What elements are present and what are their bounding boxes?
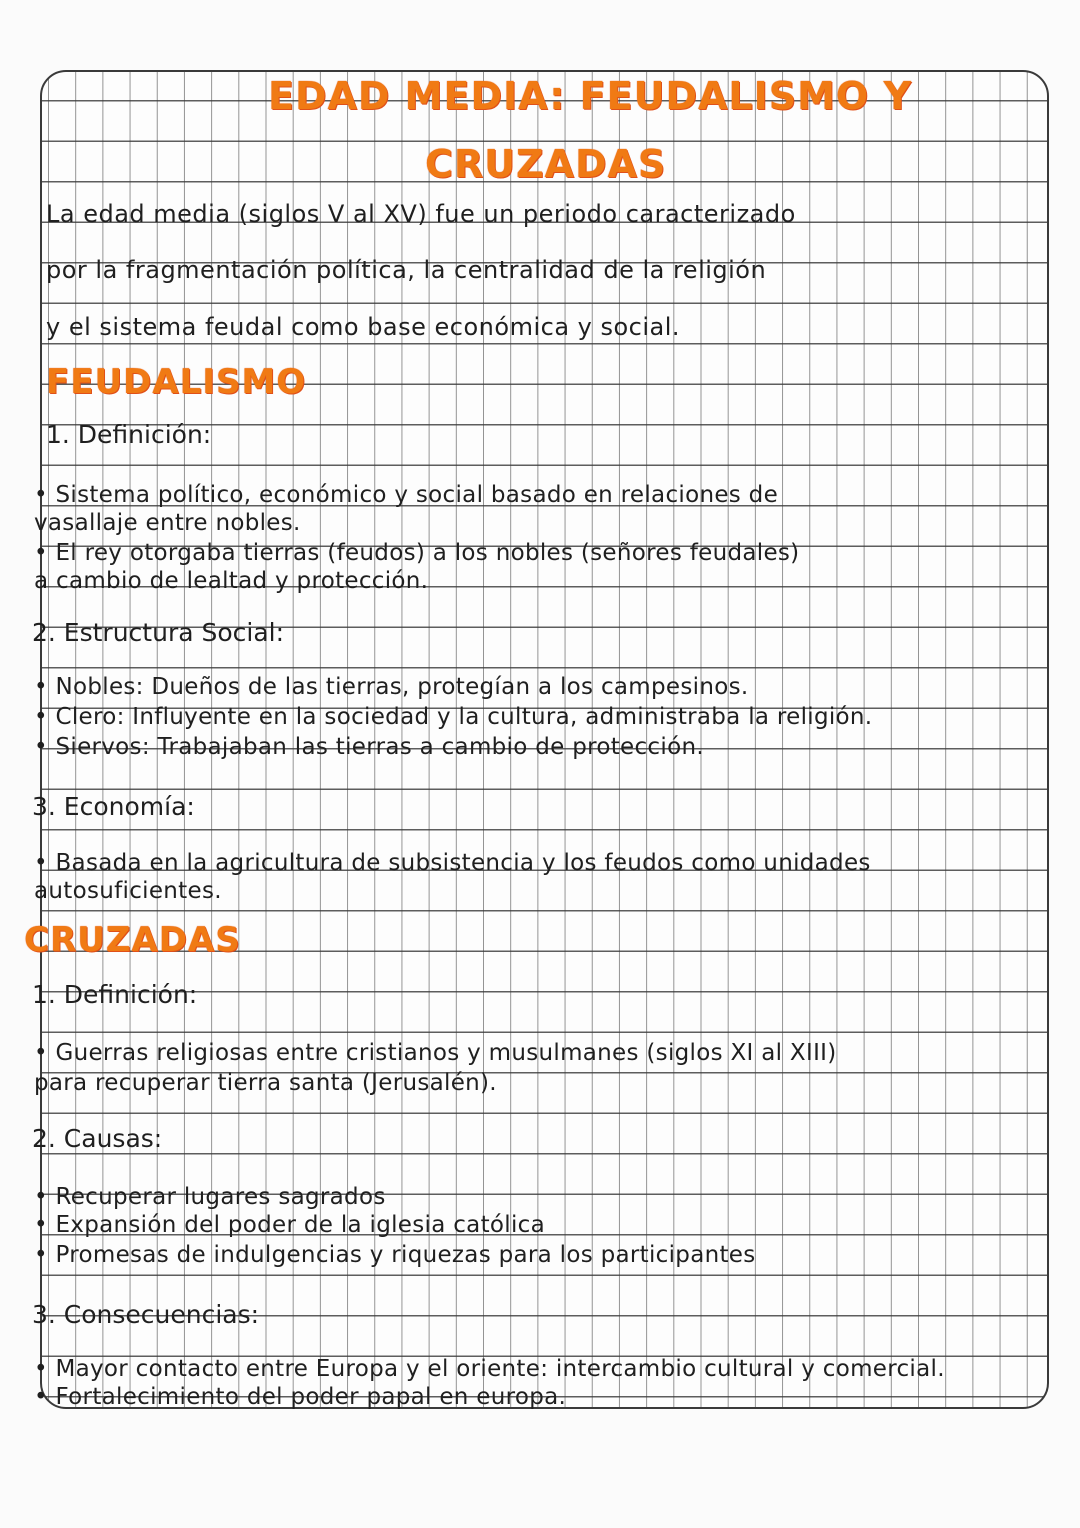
cruzadas-definicion-bullet-1: • Guerras religiosas entre cristianos y musulmanes (siglos XI al XIII) <box>34 1040 837 1066</box>
feudalismo-definicion-bullet-2-cont: a cambio de lealtad y protección. <box>34 568 429 594</box>
cruzadas-causas-label: 2. Causas: <box>32 1124 163 1153</box>
section-heading-cruzadas: CRUZADAS <box>24 920 241 960</box>
intro-line-1: La edad media (siglos V al XV) fue un periodo caracterizado <box>46 200 796 228</box>
feudalismo-economia-label: 3. Economía: <box>32 792 195 821</box>
cruzadas-consecuencias-label: 3. Consecuencias: <box>32 1300 260 1329</box>
feudalismo-definicion-bullet-2: • El rey otorgaba tierras (feudos) a los nobles (señores feudales) <box>34 540 800 566</box>
cruzadas-causas-bullet-2: • Expansión del poder de la iglesia católica <box>34 1212 545 1238</box>
cruzadas-definicion-bullet-1-cont: para recuperar tierra santa (Jerusalén). <box>34 1070 497 1096</box>
section-heading-feudalismo: FEUDALISMO <box>46 362 307 402</box>
page-title-line1: EDAD MEDIA: FEUDALISMO Y <box>268 74 912 118</box>
feudalismo-estructura-label: 2. Estructura Social: <box>32 618 285 647</box>
feudalismo-estructura-bullet-2: • Clero: Influyente en la sociedad y la cultura, administraba la religión. <box>34 704 873 730</box>
feudalismo-estructura-bullet-3: • Siervos: Trabajaban las tierras a cambio de protección. <box>34 734 704 760</box>
cruzadas-consecuencias-bullet-1: • Mayor contacto entre Europa y el oriente: intercambio cultural y comercial. <box>34 1356 945 1382</box>
intro-line-2: por la fragmentación política, la centralidad de la religión <box>46 256 767 284</box>
intro-line-3: y el sistema feudal como base económica y social. <box>46 313 681 341</box>
cruzadas-consecuencias-bullet-2: • Fortalecimiento del poder papal en europa. <box>34 1384 567 1410</box>
feudalismo-definicion-bullet-1: • Sistema político, económico y social basado en relaciones de <box>34 482 779 508</box>
feudalismo-definicion-label: 1. Definición: <box>46 420 212 449</box>
cruzadas-definicion-label: 1. Definición: <box>32 980 198 1009</box>
cruzadas-causas-bullet-1: • Recuperar lugares sagrados <box>34 1184 386 1210</box>
cruzadas-causas-bullet-3: • Promesas de indulgencias y riquezas para los participantes <box>34 1242 756 1268</box>
feudalismo-estructura-bullet-1: • Nobles: Dueños de las tierras, protegían a los campesinos. <box>34 674 749 700</box>
feudalismo-economia-bullet-1: • Basada en la agricultura de subsistencia y los feudos como unidades <box>34 850 871 876</box>
feudalismo-economia-bullet-1-cont: autosuficientes. <box>34 878 222 904</box>
feudalismo-definicion-bullet-1-cont: vasallaje entre nobles. <box>34 510 301 536</box>
page-title-line2: CRUZADAS <box>425 142 667 186</box>
